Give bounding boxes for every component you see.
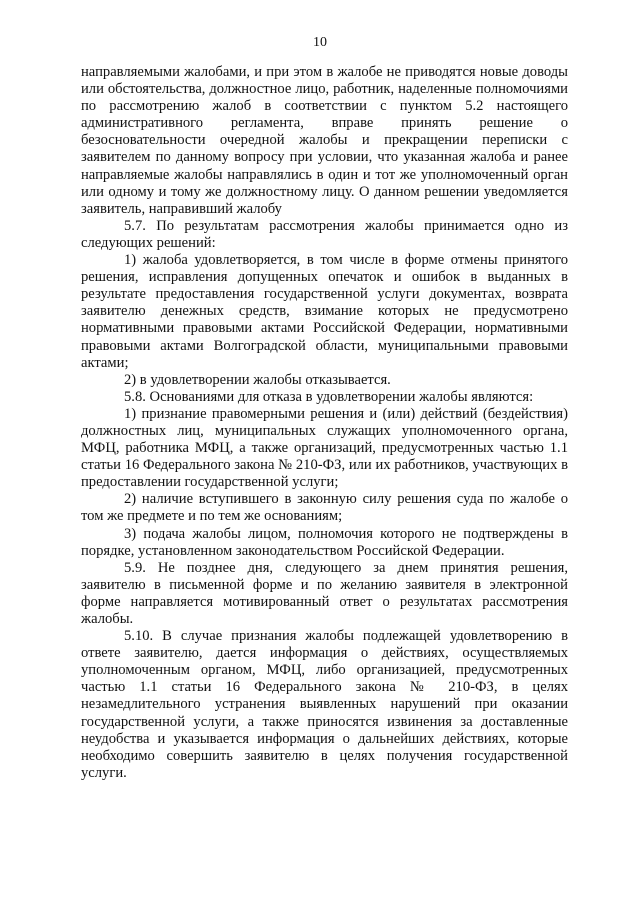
paragraph-5-7-item-1: 1) жалоба удовлетворяется, в том числе в форме отмены принятого решения, исправления допущенных опечаток и ошибок в выданных в результате предоставления государственной услуги документах, возврата заявителю денежных средств, взимание которых не предусмотрено нормативными правовыми актами Российской Федерации, нормативными правовыми актами Волгоградской области, муниципальными правовыми актами; [81,252,568,371]
paragraph-5-7: 5.7. По результатам рассмотрения жалобы принимается одно из следующих решений: [81,217,568,251]
document-body [81,64,568,782]
paragraph-continuation: направляемыми жалобами, и при этом в жалобе не приводятся новые доводы или обстоятельства, должностное лицо, работник, наделенные полномочиями по рассмотрению жалоб в соответствии с пунктом 5.2 настоящего административного регламента, вправе принять решение о безосновательности очередной жалобы и прекращении переписки с заявителем по данному вопросу при условии, что указанная жалоба и ранее направляемые жалобы направлялись в один и тот же уполномоченный орган или одному и тому же должностному лицу. О данном решении уведомляется заявитель, направивший жалобу [81,64,568,217]
paragraph-5-7-item-2: 2) в удовлетворении жалобы отказывается. [124,371,391,388]
paragraph-5-9: 5.9. Не позднее дня, следующего за днем принятия решения, заявителю в письменной форме и по желанию заявителя в электронной форме направляется мотивированный ответ о результатах рассмотрения жалобы. [81,559,568,627]
paragraph-5-8: 5.8. Основаниями для отказа в удовлетворении жалобы являются: [124,388,534,405]
paragraph-5-10: 5.10. В случае признания жалобы подлежащей удовлетворению в ответе заявителю, дается информация о действиях, осуществляемых уполномоченным органом, МФЦ, либо организацией, предусмотренных частью 1.1 статьи 16 Федерального закона № 210-ФЗ, в целях незамедлительного устранения выявленных нарушений при оказании государственной услуги, а также приносятся извинения за доставленные неудобства и указывается информация о дальнейших действиях, которые необходимо совершить заявителю в целях получения государственной услуги. [81,628,568,781]
page-number: 10 [313,35,327,50]
paragraph-5-8-item-2: 2) наличие вступившего в законную силу решения суда по жалобе о том же предмете и по тем же основаниям; [81,491,568,525]
paragraph-5-8-item-1: 1) признание правомерными решения и (или) действий (бездействия) должностных лиц, муниципальных служащих уполномоченного органа, МФЦ, работника МФЦ, а также организаций, предусмотренных частью 1.1 статьи 16 Федерального закона № 210-ФЗ, или их работников, участвующих в предоставлении государственной услуги; [81,405,568,491]
paragraph-5-8-item-3: 3) подача жалобы лицом, полномочия которого не подтверждены в порядке, установленном законодательством Российской Федерации. [81,525,568,559]
